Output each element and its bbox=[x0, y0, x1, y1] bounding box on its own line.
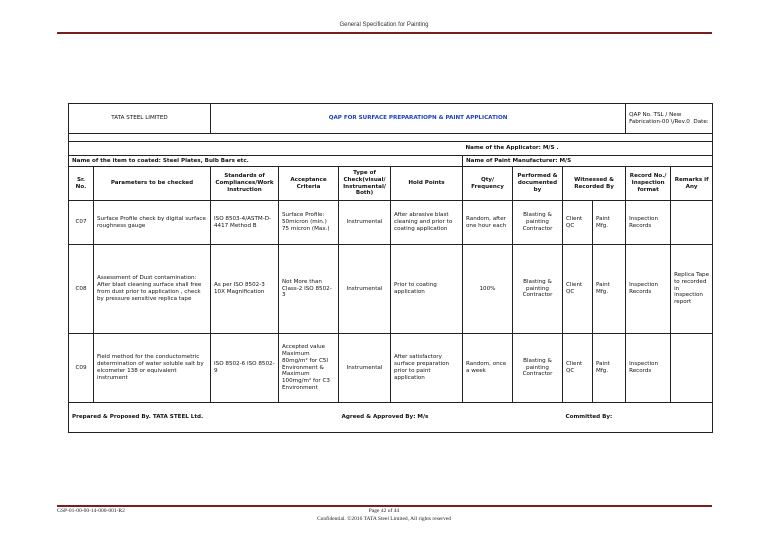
row-witness-paint: Paint Mfg. bbox=[593, 245, 626, 334]
signature-row bbox=[69, 403, 713, 433]
row-remarks bbox=[671, 334, 713, 403]
company-name: TATA STEEL LIMITED bbox=[69, 104, 211, 134]
item-label: Name of the item to coated: Steel Plates, Bulb Bars etc. bbox=[69, 156, 463, 167]
qap-title: QAP FOR SURFACE PREPARATIOPN & PAINT APPLICATION bbox=[211, 104, 626, 134]
row-witness-client: Client QC bbox=[563, 201, 593, 245]
footer-confidential: Confidential. ©2016 TATA Steel Limited, All rights reserved bbox=[316, 516, 452, 522]
row-hold-point: After satisfactory surface preparation prior to paint application bbox=[391, 334, 463, 403]
row-performed: Blasting & painting Contractor bbox=[513, 245, 563, 334]
header-parameters: Parameters to be checked bbox=[94, 167, 211, 201]
row-type: Instrumental bbox=[339, 245, 391, 334]
row-type: Instrumental bbox=[339, 201, 391, 245]
header-sr: Sr. No. bbox=[69, 167, 94, 201]
row-hold-point: After abrasive blast cleaning and prior to coating application bbox=[391, 201, 463, 245]
row-record: Inspection Records bbox=[626, 245, 671, 334]
row-witness-paint: Paint Mfg. bbox=[593, 201, 626, 245]
qap-table bbox=[68, 103, 713, 433]
row-frequency: 100% bbox=[463, 245, 513, 334]
row-standard: As per ISO 8502-3 10X Magnification bbox=[211, 245, 279, 334]
header-standards: Standards of Compliances/Work instruction bbox=[211, 167, 279, 201]
table-row bbox=[69, 245, 713, 334]
header-row bbox=[69, 167, 713, 201]
header-performed: Performed & documented by bbox=[513, 167, 563, 201]
row-performed: Blasting & painting Contractor bbox=[513, 201, 563, 245]
qap-date-label: Date: bbox=[693, 118, 709, 125]
header-record: Record No./ Inspection format bbox=[626, 167, 671, 201]
row-frequency: Random, after one hour each bbox=[463, 201, 513, 245]
row-parameter: Surface Profile check by digital surface roughness gauge bbox=[94, 201, 211, 245]
spacer-row bbox=[69, 134, 713, 142]
row-acceptance: Accepted value Maximum 80mg/m² for C5I Environment & Maximum 100mg/m² for C3 Environment bbox=[279, 334, 339, 403]
row-type: Instrumental bbox=[339, 334, 391, 403]
approved-by: Agreed & Approved By: M/s bbox=[339, 403, 563, 433]
title-row bbox=[69, 104, 713, 134]
footer-page-number: Page 42 of 44 bbox=[368, 508, 400, 514]
header-type: Type of Check(visual/ Instrumental/ Both) bbox=[339, 167, 391, 201]
row-acceptance: Surface Profile: 50micron (min.) 75 micron (Max.) bbox=[279, 201, 339, 245]
row-witness-client: Client QC bbox=[563, 245, 593, 334]
item-row bbox=[69, 156, 713, 167]
table-row bbox=[69, 334, 713, 403]
row-standard: ISO 8502-6 ISO 8502-9 bbox=[211, 334, 279, 403]
table-row bbox=[69, 201, 713, 245]
qap-number: QAP No. TSL / New Fabrication-00 \/Rev.0 bbox=[629, 111, 690, 125]
row-sr: C07 bbox=[69, 201, 94, 245]
applicator-label: Name of the Applicator: M/S . bbox=[463, 142, 713, 156]
qap-number-cell bbox=[626, 104, 713, 134]
header-witnessed: Witnessed & Recorded By bbox=[563, 167, 626, 201]
footer-document-number: GSP-01-00-00-14-000-001-R2 bbox=[57, 508, 125, 514]
prepared-by: Prepared & Proposed By. TATA STEEL Ltd. bbox=[69, 403, 339, 433]
row-record: Inspection Records bbox=[626, 201, 671, 245]
header-rule bbox=[57, 32, 712, 34]
header-remarks: Remarks if Any bbox=[671, 167, 713, 201]
header-frequency: Qty/ Frequency bbox=[463, 167, 513, 201]
header-acceptance: Acceptance Criteria bbox=[279, 167, 339, 201]
row-acceptance: Not More than Class-2 ISO 8502-3 bbox=[279, 245, 339, 334]
row-sr: C08 bbox=[69, 245, 94, 334]
row-witness-client: Client QC bbox=[563, 334, 593, 403]
committed-by: Committed By: bbox=[563, 403, 713, 433]
row-parameter: Field method for the conductometric determination of water soluble salt by elcometer 138 or equivalent instrument bbox=[94, 334, 211, 403]
row-frequency: Random, once a week bbox=[463, 334, 513, 403]
manufacturer-label: Name of Paint Manufacturer: M/S bbox=[463, 156, 713, 167]
row-record: Inspection Records bbox=[626, 334, 671, 403]
applicator-row bbox=[69, 142, 713, 156]
footer-rule bbox=[57, 505, 712, 507]
page-header-title: General Specification for Painting bbox=[339, 22, 429, 28]
row-hold-point: Prior to coating application bbox=[391, 245, 463, 334]
row-remarks bbox=[671, 201, 713, 245]
row-sr: C09 bbox=[69, 334, 94, 403]
row-remarks: Replica Tape to recorded in inspection report bbox=[671, 245, 713, 334]
row-performed: Blasting & painting Contractor bbox=[513, 334, 563, 403]
row-standard: ISO 8503-4/ASTM-D-4417 Method B bbox=[211, 201, 279, 245]
row-witness-paint: Paint Mfg. bbox=[593, 334, 626, 403]
header-hold-points: Hold Points bbox=[391, 167, 463, 201]
row-parameter: Assessment of Dust contamination: After blast cleaning surface shall free from dust prior to application , check by pressure sensitive replica tape bbox=[94, 245, 211, 334]
